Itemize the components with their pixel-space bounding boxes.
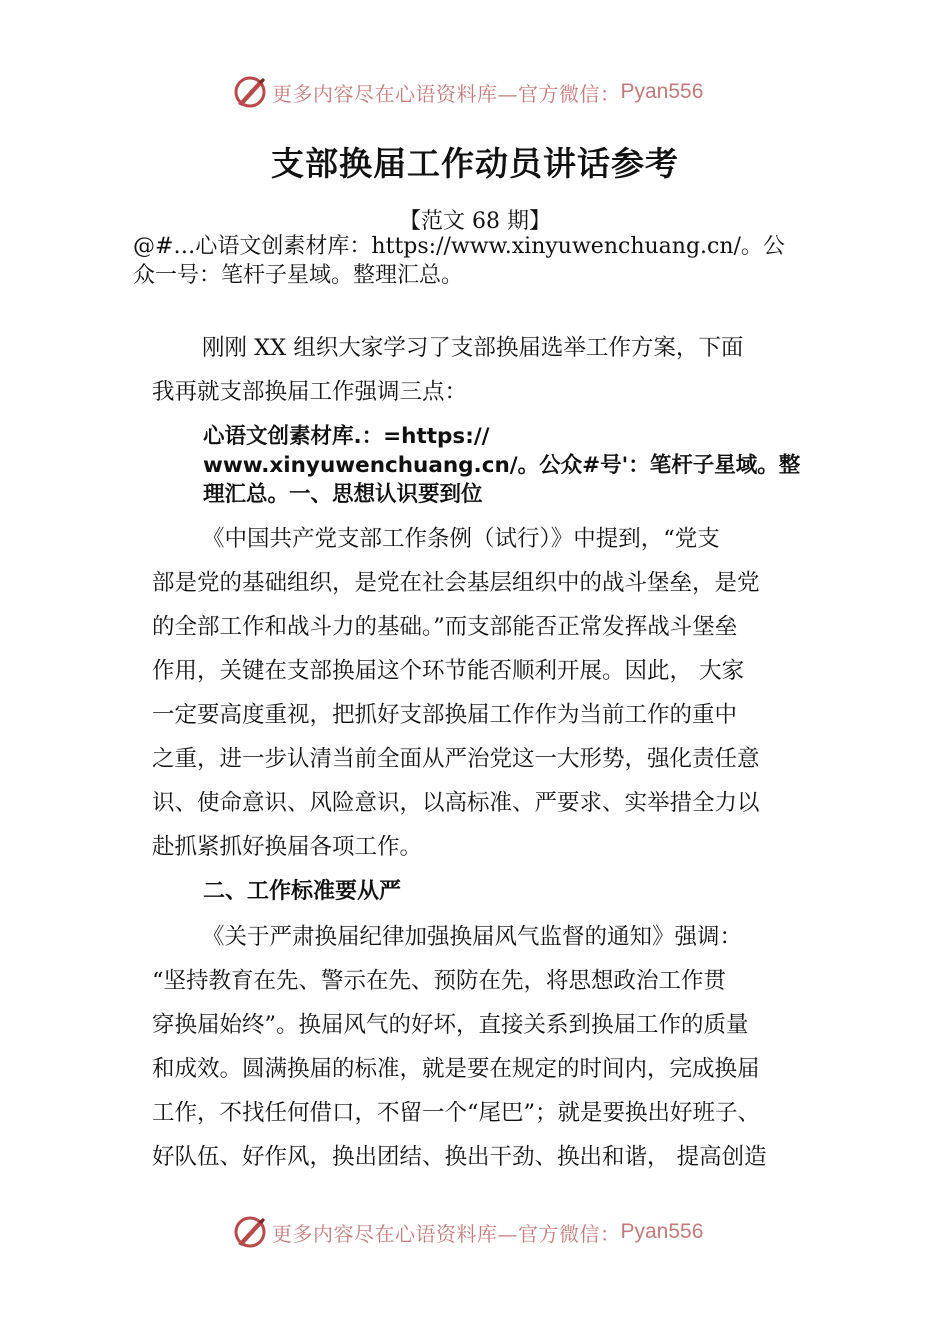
paragraph-line: 《中国共产党支部工作条例（试行）》中提到，“党支 xyxy=(202,526,720,552)
paragraph-line: 我再就支部换届工作强调三点： xyxy=(152,379,468,405)
paragraph-line: “坚持教育在先、警示在先、预防在先，将思想政治工作贯 xyxy=(152,968,727,994)
paragraph-line: 工作，不找任何借口，不留一个“尾巴”；就是要换出好班子、 xyxy=(152,1100,761,1126)
paragraph-line: 一定要高度重视，把抓好支部换届工作作为当前工作的重中 xyxy=(152,702,738,728)
pen-logo-icon xyxy=(232,74,268,110)
banner-wechat-id: Pyan556 xyxy=(620,1220,704,1243)
paragraph-line: 作用，关键在支部换届这个环节能否顺利开展。因此， 大家 xyxy=(152,658,745,684)
heading-line: www.xinyuwenchuang.cn/。公众#号'：笔杆子星域。整 xyxy=(203,453,801,478)
paragraph-line: 和成效。圆满换届的标准，就是要在规定的时间内，完成换届 xyxy=(152,1056,760,1082)
banner-text: 更多内容尽在心语资料库—官方微信： xyxy=(272,1221,621,1246)
banner-text: 更多内容尽在心语资料库—官方微信： xyxy=(272,81,621,106)
paragraph-line: 好队伍、好作风，换出团结、换出干劲、换出和谐， 提高创造 xyxy=(152,1144,767,1170)
paragraph-line: 刚刚 XX 组织大家学习了支部换届选举工作方案，下面 xyxy=(202,335,744,361)
footer-banner xyxy=(232,1212,752,1252)
paragraph-line: 穿换届始终”。换届风气的好坏，直接关系到换届工作的质量 xyxy=(152,1012,749,1038)
heading-line: 理汇总。一、思想认识要到位 xyxy=(203,482,483,507)
paragraph-line: 的全部工作和战斗力的基础。”而支部能否正常发挥战斗堡垒 xyxy=(152,614,738,640)
section-2-paragraph xyxy=(152,915,832,1179)
intro-paragraph xyxy=(152,326,832,414)
section-heading-2: 二、工作标准要从严 xyxy=(203,879,402,904)
paragraph-line: 赴抓紧抓好换届各项工作。 xyxy=(152,834,423,860)
header-banner xyxy=(232,72,752,112)
paragraph-line: 识、使命意识、风险意识，以高标准、严要求、实举措全力以 xyxy=(152,790,760,816)
source-note xyxy=(133,232,828,290)
section-1-paragraph xyxy=(152,517,832,869)
pen-logo-icon xyxy=(232,1214,268,1250)
paragraph-line: 部是党的基础组织，是党在社会基层组织中的战斗堡垒，是党 xyxy=(152,570,760,596)
banner-wechat-id: Pyan556 xyxy=(620,80,704,103)
heading-line: 心语文创素材库.：=https:// xyxy=(203,424,490,449)
issue-label: 【范文 68 期】 xyxy=(399,209,551,234)
page-title: 支部换届工作动员讲话参考 xyxy=(271,144,679,183)
section-heading-1 xyxy=(203,422,833,509)
paragraph-line: 《关于严肃换届纪律加强换届风气监督的通知》强调： xyxy=(202,924,743,950)
source-line: 众一号：笔杆子星域。整理汇总。 xyxy=(133,263,464,288)
paragraph-line: 之重，进一步认清当前全面从严治党这一大形势，强化责任意 xyxy=(152,746,760,772)
source-line: @#…心语文创素材库：https://www.xinyuwenchuang.cn/。公 xyxy=(133,234,785,259)
